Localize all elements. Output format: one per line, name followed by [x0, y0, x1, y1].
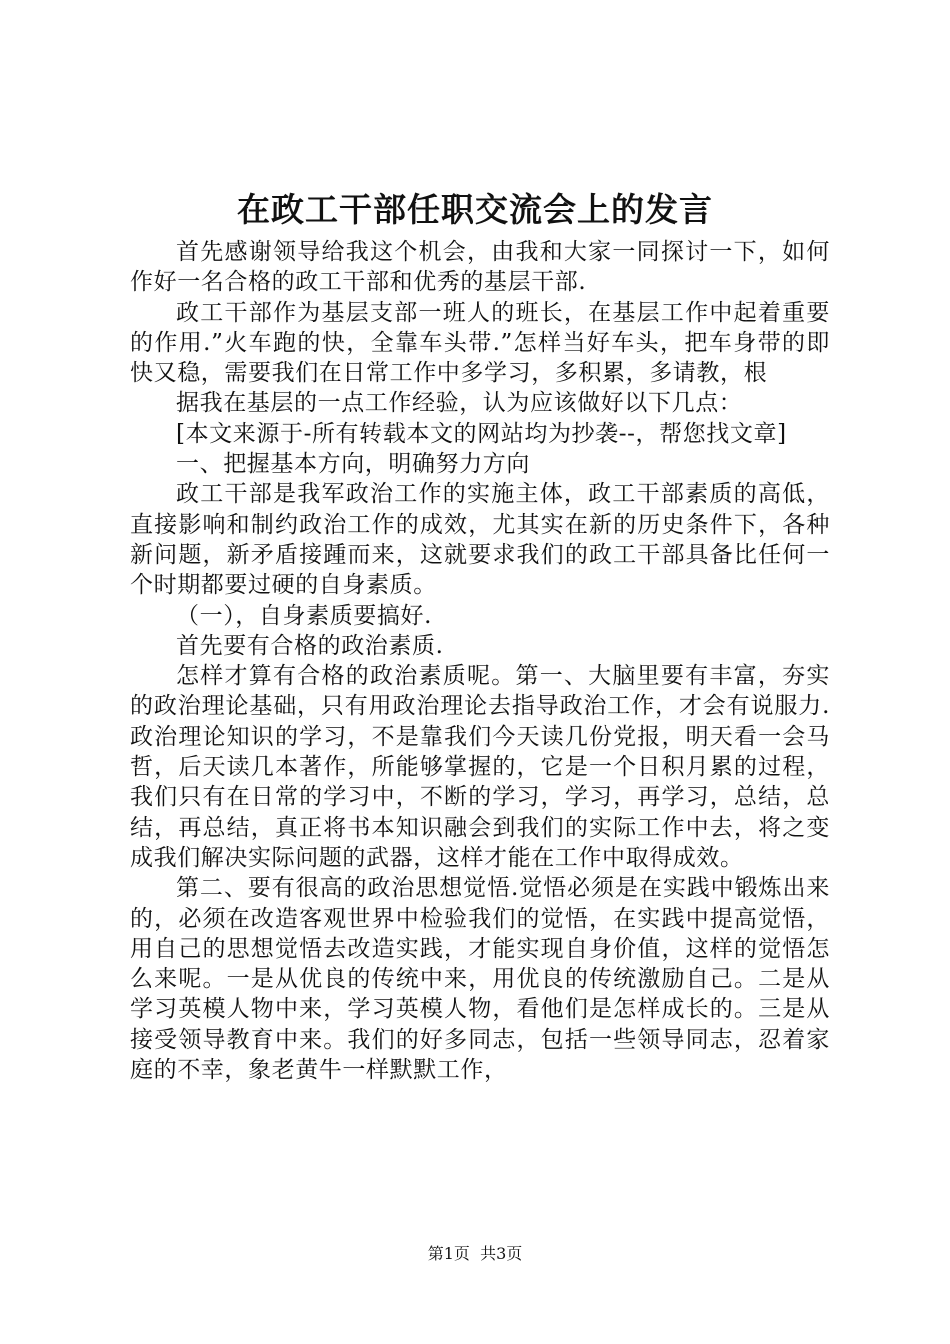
paragraph: [本文来源于-所有转载本文的网站均为抄袭--，帮您找文章]	[176, 420, 787, 447]
paragraph: 第二、要有很高的政治思想觉悟.觉悟必须是在实践中锻炼出来的，必须在改造客观世界中检验我们的觉悟，在实践中提高觉悟，用自己的思想觉悟去改造实践，才能实现自身价值，这样的觉悟怎么来呢。一是从优良的传统中来，用优良的传统激励自己。二是从学习英模人物中来，学习英模人物，看他们是怎样成长的。三是从接受领导教育中来。我们的好多同志，包括一些领导同志，忍着家庭的不幸，象老黄牛一样默默工作，	[130, 875, 830, 1084]
document-title: 在政工干部任职交流会上的发言	[237, 190, 713, 229]
paragraph: 怎样才算有合格的政治素质呢。第一、大脑里要有丰富，夯实的政治理论基础，只有用政治理论去指导政治工作，才会有说服力.政治理论知识的学习，不是靠我们今天读几份党报，明天看一会马哲，后天读几本著作，所能够掌握的，它是一个日积月累的过程，我们只有在日常的学习中，不断的学习，学习，再学习，总结，总结，再总结，真正将书本知识融会到我们的实际工作中去，将之变成我们解决实际问题的武器，这样才能在工作中取得成效。	[130, 663, 830, 871]
paragraph: 首先要有合格的政治素质.	[176, 632, 444, 659]
paragraph: 据我在基层的一点工作经验，认为应该做好以下几点：	[176, 390, 743, 417]
subsection-heading: （一），自身素质要搞好.	[176, 602, 433, 629]
paragraph: 政工干部是我军政治工作的实施主体，政工干部素质的高低，直接影响和制约政治工作的成效，尤其实在新的历史条件下，各种新问题，新矛盾接踵而来，这就要求我们的政工干部具备比任何一个时期都要过硬的自身素质。	[130, 481, 830, 599]
page-number: 第1页 共3页	[427, 1244, 523, 1263]
paragraph: 首先感谢领导给我这个机会，由我和大家一同探讨一下，如何作好一名合格的政工干部和优秀的基层干部.	[130, 239, 830, 296]
paragraph: 政工干部作为基层支部一班人的班长，在基层工作中起着重要的作用.”火车跑的快，全靠车头带.”怎样当好车头，把车身带的即快又稳，需要我们在日常工作中多学习，多积累，多请教，根	[130, 299, 830, 387]
page-footer	[0, 1243, 950, 1265]
document-body	[130, 237, 830, 1085]
section-heading: 一、把握基本方向，明确努力方向	[176, 451, 530, 478]
